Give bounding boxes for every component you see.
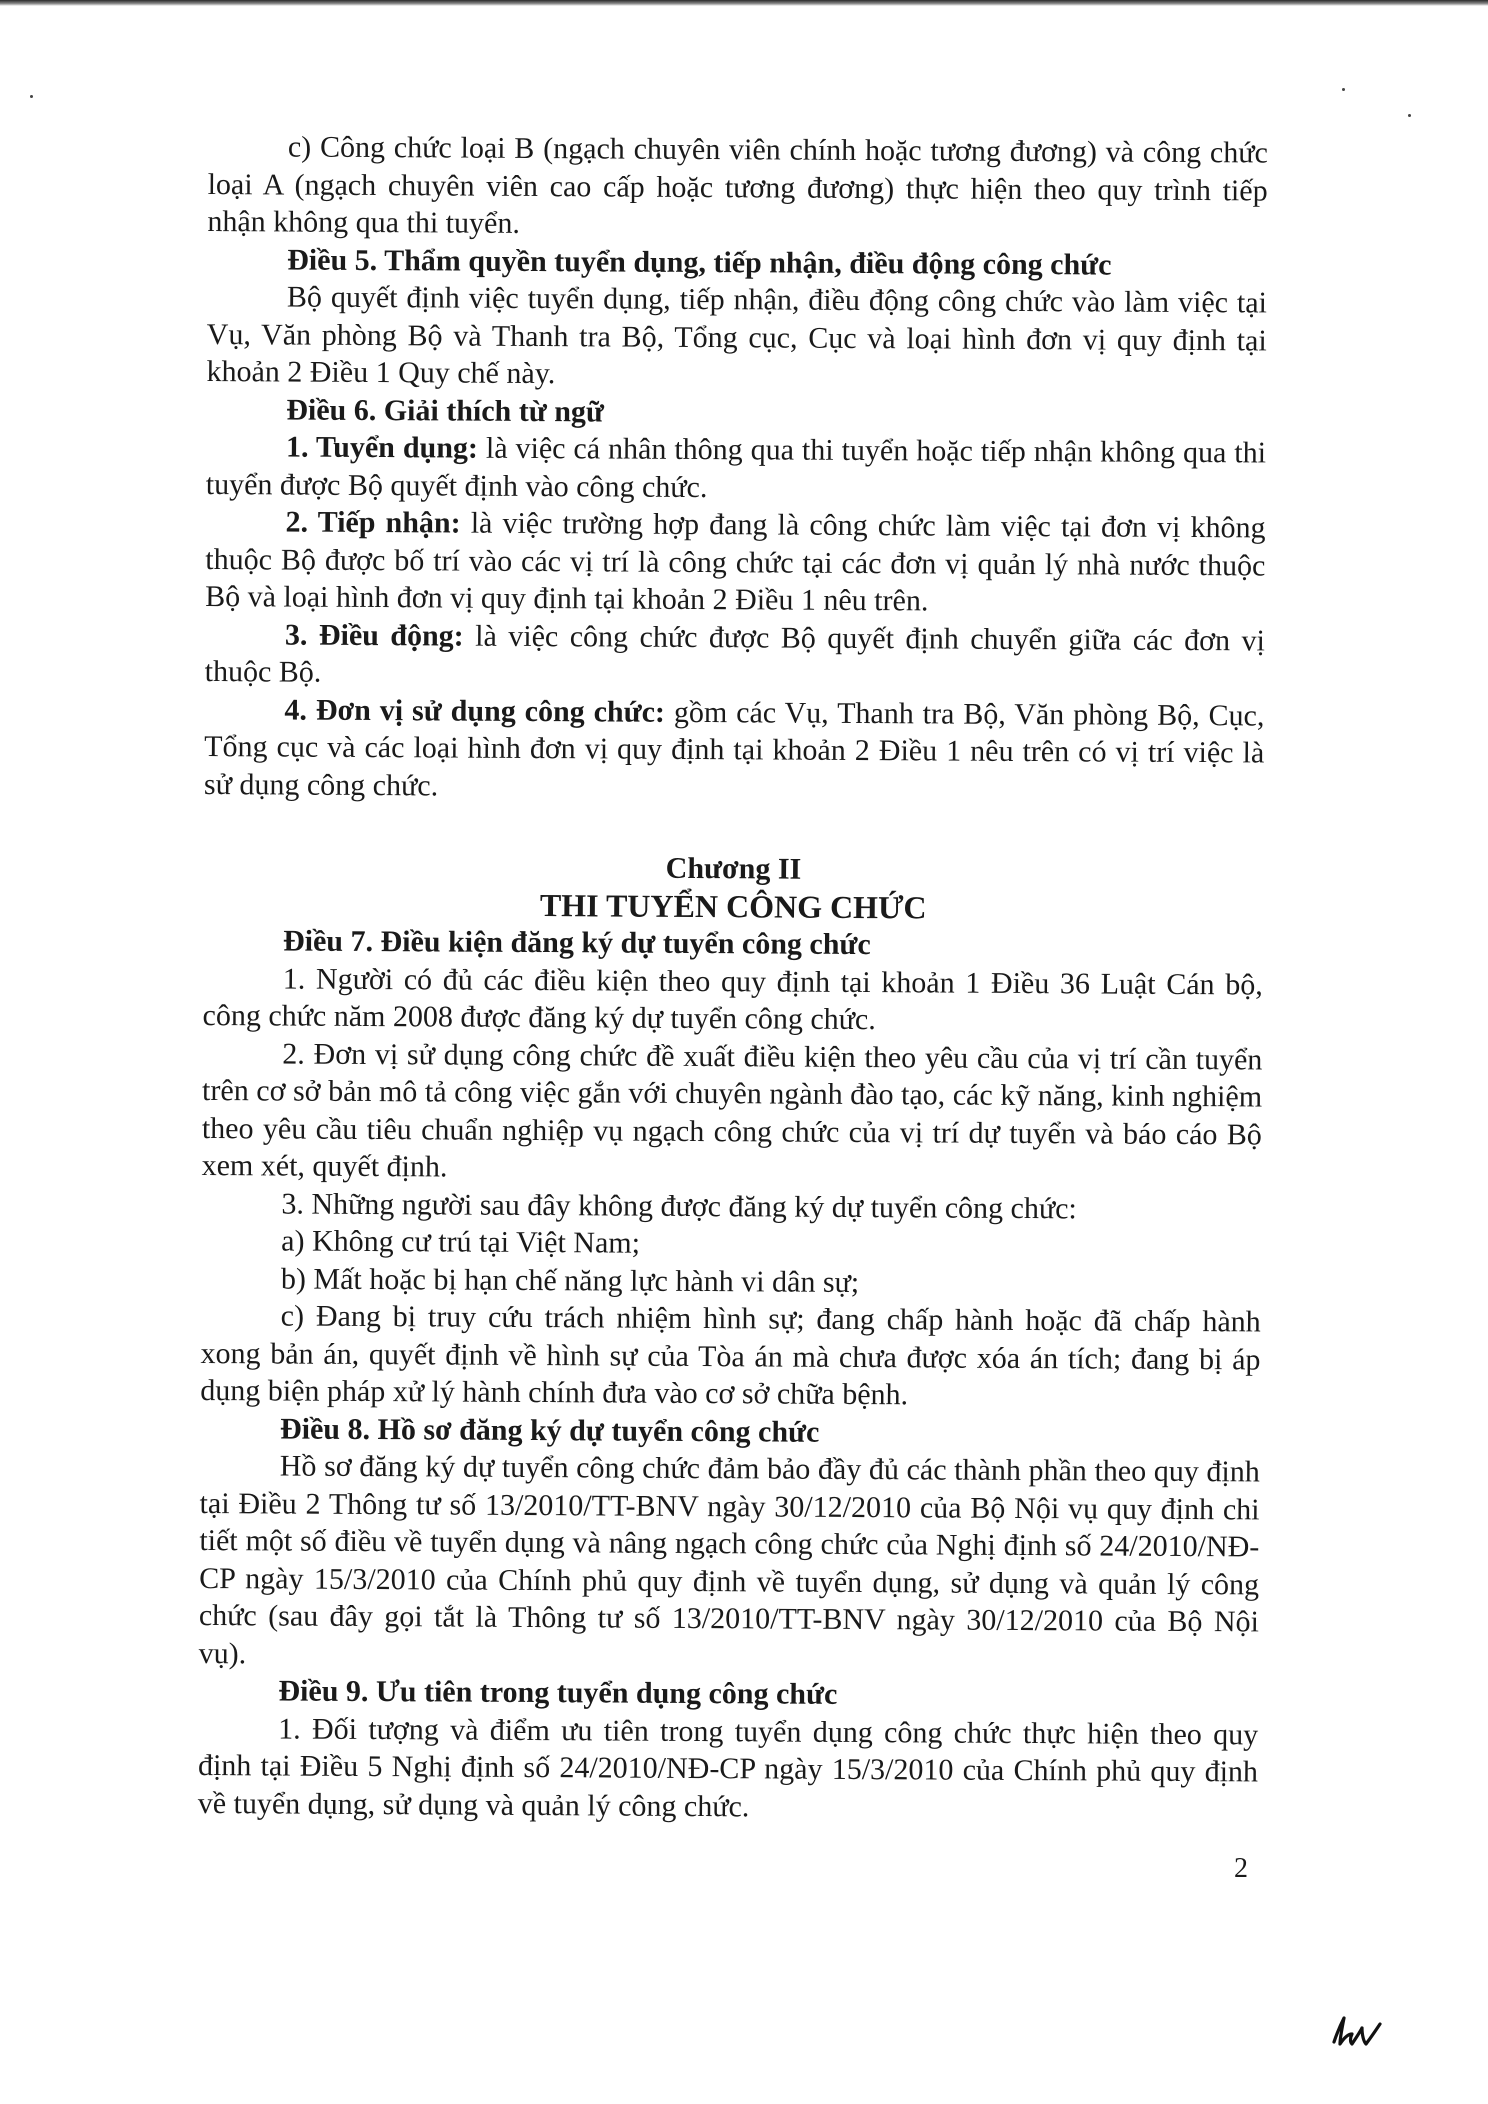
- article-6-item-3: [205, 615, 1265, 696]
- article-9-clause-1: 1. Đối tượng và điểm ưu tiên trong tuyển dụng công chức thực hiện theo quy định tại Điều 5 Nghị định số 24/2010/NĐ-CP ngày 15/3/2010 của Chính phủ quy định về tuyển dụng, sử dụng và quản lý công chức.: [197, 1711, 1259, 1823]
- article-7-point-b: b) Mất hoặc bị hạn chế năng lực hành vi dân sự;: [280, 1261, 860, 1299]
- chapter-label: Chương II: [665, 851, 802, 886]
- article-7-heading: Điều 7. Điều kiện đăng ký dự tuyển công chức: [282, 924, 871, 962]
- scan-top-edge: [0, 0, 1488, 6]
- scan-speck: [1408, 114, 1411, 117]
- page-number: 2: [1234, 1853, 1248, 1884]
- article-5-heading: Điều 5. Thẩm quyền tuyển dụng, tiếp nhận, điều động công chức: [287, 242, 1112, 282]
- term-label: 4. Đơn vị sử dụng công chức:: [284, 692, 666, 729]
- article-7-point-c: c) Đang bị truy cứu trách nhiệm hình sự; đang chấp hành hoặc đã chấp hành xong bản án, quyết định về hình sự của Tòa án mà chưa được xóa án tích; đang bị áp dụng biện pháp xử lý hành chính đưa vào cơ sở chữa bệnh.: [200, 1299, 1261, 1412]
- term-label: 2. Tiếp nhận:: [285, 505, 461, 540]
- term-definition: là việc cá nhân thông qua thi tuyển hoặc tiếp nhận không qua thi tuyển được Bộ quyết định vào công chức.: [205, 431, 1267, 504]
- article-8-heading: Điều 8. Hồ sơ đăng ký dự tuyển công chức: [279, 1411, 820, 1449]
- article-7-clause-1: 1. Người có đủ các điều kiện theo quy định tại khoản 1 Điều 36 Luật Cán bộ, công chức năm 2008 được đăng ký dự tuyển công chức.: [202, 961, 1263, 1037]
- article-8-body: Hồ sơ đăng ký dự tuyển công chức đảm bảo đầy đủ các thành phần theo quy định tại Điều 2 Thông tư số 13/2010/TT-BNV ngày 30/12/2010 của Bộ Nội vụ quy định chi tiết một số điều về tuyển dụng và nâng ngạch công chức của Nghị định số 24/2010/NĐ-CP ngày 15/3/2010 của Chính phủ quy định về tuyển dụng, sử dụng và quản lý công chức (sau đây gọi tắt là Thông tư số 13/2010/TT-BNV ngày 30/12/2010 của Bộ Nội vụ).: [198, 1449, 1260, 1670]
- article-5-body: Bộ quyết định việc tuyển dụng, tiếp nhận, điều động công chức vào làm việc tại Vụ, Văn phòng Bộ và Thanh tra Bộ, Tổng cục, Cục và loại hình đơn vị quy định tại khoản 2 Điều 1 Quy chế này.: [206, 280, 1268, 391]
- article-6-heading: Điều 6. Giải thích từ ngữ: [286, 392, 605, 428]
- term-definition: gồm các Vụ, Thanh tra Bộ, Văn phòng Bộ, Cục, Tổng cục và các loại hình đơn vị quy định tại khoản 2 Điều 1 nêu trên có vị trí việc là sử dụng công chức.: [203, 695, 1265, 802]
- term-definition: là việc công chức được Bộ quyết định chuyển giữa các đơn vị thuộc Bộ.: [204, 619, 1266, 689]
- scan-speck: [30, 95, 33, 98]
- scan-speck: [1342, 88, 1345, 91]
- term-label: 3. Điều động:: [284, 617, 464, 653]
- article-7-point-a: a) Không cư trú tại Việt Nam;: [281, 1224, 641, 1260]
- article-6-item-2: [205, 503, 1266, 622]
- document-page: [198, 128, 1268, 1828]
- paragraph-loai-b: c) Công chức loại B (ngạch chuyên viên chính hoặc tương đương) và công chức loại A (ngạch chuyên viên cao cấp hoặc tương đương) thực hiện theo quy trình tiếp nhận không qua thi tuyển.: [207, 130, 1268, 240]
- article-7-clause-3: 3. Những người sau đây không được đăng ký dự tuyển công chức:: [281, 1186, 1077, 1225]
- article-6-item-1: [206, 428, 1266, 509]
- article-6-item-4: [204, 690, 1265, 809]
- chapter-title: THI TUYỂN CÔNG CHỨC: [539, 886, 927, 925]
- term-definition: là việc trường hợp đang là công chức làm việc tại đơn vị không thuộc Bộ được bố trí vào các vị trí là công chức tại các đơn vị quản lý nhà nước thuộc Bộ và loại hình đơn vị quy định tại khoản 2 Điều 1 nêu trên.: [205, 506, 1266, 618]
- article-7-clause-2: 2. Đơn vị sử dụng công chức đề xuất điều kiện theo yêu cầu của vị trí cần tuyển trên cơ sở bản mô tả công việc gắn với chuyên ngành đào tạo, các kỹ năng, kinh nghiệm theo yêu cầu tiêu chuẩn nghiệp vụ ngạch công chức của vị trí dự tuyển và báo cáo Bộ xem xét, quyết định.: [201, 1036, 1263, 1184]
- handwritten-initials-icon: [1328, 2012, 1384, 2052]
- article-9-heading: Điều 9. Ưu tiên trong tuyển dụng công chức: [278, 1674, 838, 1711]
- term-label: 1. Tuyển dụng:: [285, 430, 479, 465]
